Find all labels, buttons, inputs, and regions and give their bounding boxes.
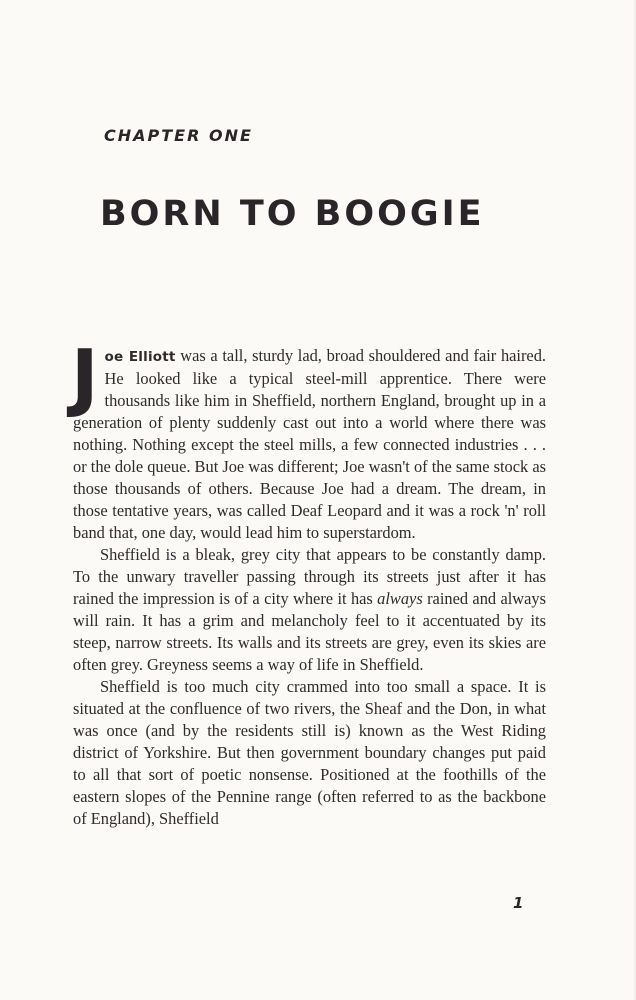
paragraph-2-text-b: rained and always will rain. It has a grim and melancholy feel to it accentuated by its steep, narrow streets. Its walls and its streets are grey, even its skies are often grey. Greyness seems a way of life in Sheffield. [73,589,546,674]
emphasis-word: always [377,589,423,608]
drop-cap: J [71,334,99,420]
chapter-title: BORN TO BOOGIE [100,194,485,234]
page-number: 1 [513,894,524,912]
paragraph-2-text-a: Sheffield is a bleak, grey city that appears to be constantly damp. To the unwary traveller passing through its streets just after it has rained the impression is of a city where it has [73,545,546,608]
paragraph-2 [73,544,546,676]
paragraph-1-text: was a tall, sturdy lad, broad shouldered and fair haired. He looked like a typical steel-mill apprentice. There were thousands like him in Sheffield, northern England, brought up in a generation of plenty suddenly cast out into a world where there was nothing. Nothing except the steel mills, a few connected industries . . . or the dole queue. But Joe was different; Joe wasn't of the same stock as those thousands of others. Because Joe had a dream. The dream, in those tentative years, was called Deaf Leopard and it was a rock 'n' roll band that, one day, would lead him to superstardom. [73,346,547,542]
paragraph-3: Sheffield is too much city crammed into too small a space. It is situated at the confluence of two rivers, the Sheaf and the Don, in what was once (and by the residents still is) known as the West Riding district of Yorkshire. But then government boundary changes put paid to all that sort of poetic nonsense. Positioned at the foothills of the eastern slopes of the Pennine range (often referred to as the backbone of England), Sheffield [73,677,546,828]
paragraph-1 [71,334,547,544]
chapter-label: CHAPTER ONE [104,126,253,145]
lead-name: oe Elliott [104,349,176,365]
body-text [71,334,547,830]
